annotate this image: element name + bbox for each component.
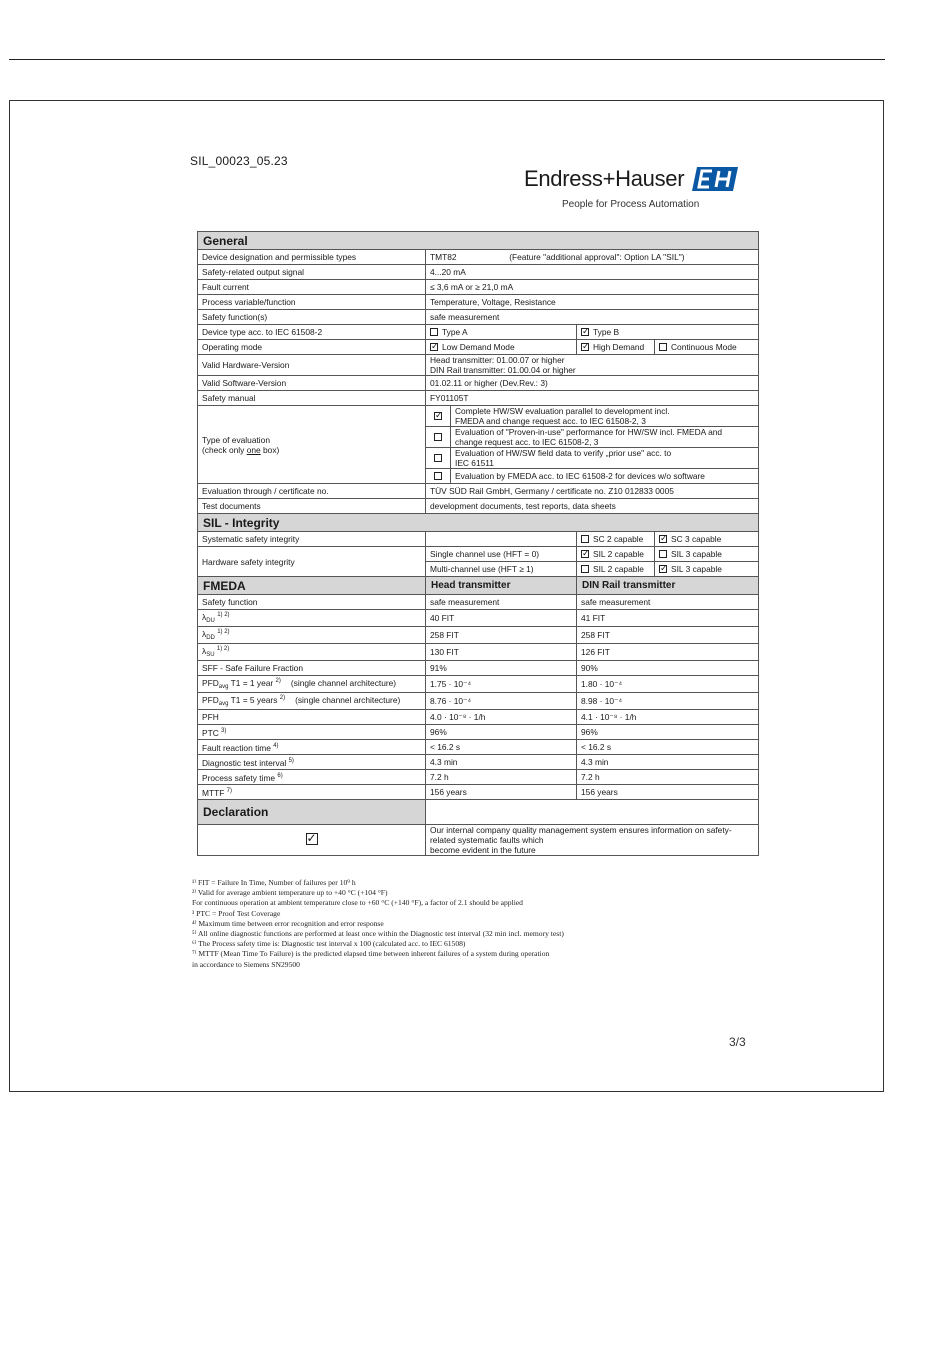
checked-checkbox-icon (581, 343, 589, 351)
section-title: SIL - Integrity (198, 514, 759, 532)
company-logo (524, 166, 738, 192)
fmeda-din-value: 4.1 · 10⁻⁸ · 1/h (577, 710, 759, 725)
section-sil-integrity (198, 514, 759, 532)
row-evaluation-option-4: Evaluation by FMEDA acc. to IEC 61508-2 for devices w/o software (198, 469, 759, 484)
fmeda-din-value: 96% (577, 725, 759, 740)
fmeda-din-value: 126 FIT (577, 644, 759, 661)
row-evaluation-option-1: Type of evaluation (check only one box) ✓ Complete HW/SW evaluation parallel to development incl. FMEDA and change request acc. to IEC 61508-2, 3 (198, 406, 759, 427)
logo-tagline: People for Process Automation (562, 199, 700, 210)
row-certificate: Evaluation through / certificate no. TÜV SÜD Rail GmbH, Germany / certificate no. Z10 012833 0005 (198, 484, 759, 499)
fmeda-head-value: 258 FIT (426, 627, 577, 644)
fmeda-head-value: < 16.2 s (426, 740, 577, 755)
fmeda-label: MTTF $^{7)}$ (198, 785, 426, 800)
checkbox-icon (659, 343, 667, 351)
row-hardware-version: Valid Hardware-Version Head transmitter: 01.00.07 or higher DIN Rail transmitter: 01.00.04 or higher (198, 355, 759, 376)
fmeda-head-value: 4.3 min (426, 755, 577, 770)
fmeda-row (198, 627, 759, 644)
row-operating-mode: Operating mode ✓ Low Demand Mode ✓ High Demand Continuous Mode (198, 340, 759, 355)
fmeda-label: $PFD_{avg}$ T1 = 1 year $^{2)}$ (single channel architecture) (198, 676, 426, 693)
row-safety-manual: Safety manual FY01105T (198, 391, 759, 406)
column-head-transmitter: Head transmitter (426, 577, 577, 595)
footnote: ⁴⁾ Maximum time between error recognition and error response (192, 918, 384, 928)
fmeda-din-value: safe measurement (577, 595, 759, 610)
fmeda-row (198, 725, 759, 740)
sil-data-sheet (197, 231, 759, 856)
fmeda-row (198, 770, 759, 785)
fmeda-head-value: 156 years (426, 785, 577, 800)
row-output-signal: Safety-related output signal 4...20 mA (198, 265, 759, 280)
fmeda-row (198, 785, 759, 800)
checkbox-icon (659, 550, 667, 558)
fmeda-din-value: 258 FIT (577, 627, 759, 644)
checked-checkbox-icon (434, 412, 442, 420)
fmeda-row (198, 740, 759, 755)
fmeda-label: $\lambda_{DU}$ $^{1) 2)}$ (198, 610, 426, 627)
row-declaration: ✓ Our internal company quality management system ensures information on safety-related systematic faults which become evident in the future (198, 825, 759, 856)
fmeda-label: PTC $^{3)}$ (198, 725, 426, 740)
footnote: ¹⁾ FIT = Failure In Time, Number of failures per 10⁹ h (192, 878, 356, 887)
fmeda-din-value: 7.2 h (577, 770, 759, 785)
footnote: For continuous operation at ambient temperature close to +60 °C (+140 °F), a factor of 2.1 should be applied (192, 898, 523, 908)
evaluation-type-label: Type of evaluation (check only one box) (198, 406, 426, 484)
checkbox-icon (430, 328, 438, 336)
fmeda-rows (198, 595, 759, 800)
checked-checkbox-icon (581, 550, 589, 558)
fmeda-head-value: 40 FIT (426, 610, 577, 627)
footnote: ⁷⁾ MTTF (Mean Time To Failure) is the predicted elapsed time between inherent failures of a system during operation (192, 949, 550, 959)
row-fault-current: Fault current ≤ 3,6 mA or ≥ 21,0 mA (198, 280, 759, 295)
top-rule (9, 59, 885, 60)
row-systematic-integrity: Systematic safety integrity SC 2 capable ✓ SC 3 capable (198, 532, 759, 547)
fmeda-row (198, 610, 759, 627)
fmeda-din-value: 4.3 min (577, 755, 759, 770)
fmeda-din-value: 1.80 · 10⁻⁴ (577, 676, 759, 693)
checkbox-icon (581, 535, 589, 543)
footnote: in accordance to Siemens SN29500 (192, 959, 300, 969)
fmeda-head-value: 1.75 · 10⁻⁴ (426, 676, 577, 693)
page-number: 3/3 (729, 1035, 746, 1049)
row-evaluation-option-2: Evaluation of "Proven-in-use" performance for HW/SW incl. FMEDA and change request acc. to IEC 61508-2, 3 (198, 427, 759, 448)
fmeda-label: Safety function (198, 595, 426, 610)
row-process-variable: Process variable/function Temperature, Voltage, Resistance (198, 295, 759, 310)
section-title: Declaration (203, 805, 269, 819)
fmeda-label: Fault reaction time $^{4)}$ (198, 740, 426, 755)
fmeda-row (198, 644, 759, 661)
fmeda-row (198, 676, 759, 693)
row-safety-function: Safety function(s) safe measurement (198, 310, 759, 325)
fmeda-head-value: 4.0 · 10⁻⁸ · 1/h (426, 710, 577, 725)
section-title: General (198, 232, 759, 250)
column-din-rail-transmitter: DIN Rail transmitter (577, 577, 759, 595)
footnote: ²⁾ Valid for average ambient temperature up to +40 °C (+104 °F) (192, 888, 388, 898)
fmeda-label: PFH (198, 710, 426, 725)
row-device-designation: Device designation and permissible types TMT82 (Feature "additional approval": Option LA "SIL") (198, 250, 759, 265)
footnote: ⁵⁾ All online diagnostic functions are performed at least once within the Diagnostic test interval (32 min incl. memory test) (192, 929, 564, 939)
fmeda-row (198, 755, 759, 770)
row-evaluation-option-3: Evaluation of HW/SW field data to verify „prior use" acc. to IEC 61511 (198, 448, 759, 469)
fmeda-row (198, 710, 759, 725)
logo-wordmark: Endress+Hauser (524, 166, 685, 191)
fmeda-row (198, 595, 759, 610)
fmeda-head-value: 96% (426, 725, 577, 740)
row-device-type: Device type acc. to IEC 61508-2 Type A ✓ Type B (198, 325, 759, 340)
fmeda-label: $PFD_{avg}$ T1 = 5 years $^{2)}$ (single channel architecture) (198, 693, 426, 710)
footnotes (192, 878, 752, 970)
fmeda-din-value: 8.98 · 10⁻⁴ (577, 693, 759, 710)
fmeda-row (198, 661, 759, 676)
row-test-documents: Test documents development documents, test reports, data sheets (198, 499, 759, 514)
row-software-version: Valid Software-Version 01.02.11 or higher (Dev.Rev.: 3) (198, 376, 759, 391)
footnote: ³ PTC = Proof Test Coverage (192, 908, 281, 918)
fmeda-din-value: 90% (577, 661, 759, 676)
document-id: SIL_00023_05.23 (190, 154, 288, 168)
section-declaration (198, 800, 759, 825)
fmeda-head-value: safe measurement (426, 595, 577, 610)
checkbox-icon (434, 454, 442, 462)
fmeda-head-value: 130 FIT (426, 644, 577, 661)
fmeda-din-value: < 16.2 s (577, 740, 759, 755)
section-general (198, 232, 759, 250)
checkbox-icon (434, 472, 442, 480)
checkbox-icon (434, 433, 442, 441)
fmeda-label: Process safety time $^{6)}$ (198, 770, 426, 785)
footnote: ⁶⁾ The Process safety time is: Diagnostic test interval x 100 (calculated acc. to IEC 61508) (192, 939, 466, 949)
row-hardware-single: Hardware safety integrity Single channel use (HFT = 0) ✓ SIL 2 capable SIL 3 capable (198, 547, 759, 562)
checked-checkbox-icon (306, 833, 318, 845)
checked-checkbox-icon (659, 565, 667, 573)
row-hardware-multi: Multi-channel use (HFT ≥ 1) SIL 2 capable ✓ SIL 3 capable (198, 562, 759, 577)
checked-checkbox-icon (581, 328, 589, 336)
checked-checkbox-icon (659, 535, 667, 543)
fmeda-head-value: 7.2 h (426, 770, 577, 785)
section-fmeda (198, 577, 759, 595)
fmeda-head-value: 91% (426, 661, 577, 676)
fmeda-label: $\lambda_{SU}$ $^{1) 2)}$ (198, 644, 426, 661)
fmeda-row (198, 693, 759, 710)
section-title: FMEDA (198, 577, 426, 595)
fmeda-din-value: 156 years (577, 785, 759, 800)
fmeda-label: SFF - Safe Failure Fraction (198, 661, 426, 676)
eh-logo-icon (692, 167, 738, 191)
fmeda-head-value: 8.76 · 10⁻⁴ (426, 693, 577, 710)
fmeda-label: $\lambda_{DD}$ $^{1) 2)}$ (198, 627, 426, 644)
fmeda-din-value: 41 FIT (577, 610, 759, 627)
checked-checkbox-icon (430, 343, 438, 351)
fmeda-label: Diagnostic test interval $^{5)}$ (198, 755, 426, 770)
checkbox-icon (581, 565, 589, 573)
